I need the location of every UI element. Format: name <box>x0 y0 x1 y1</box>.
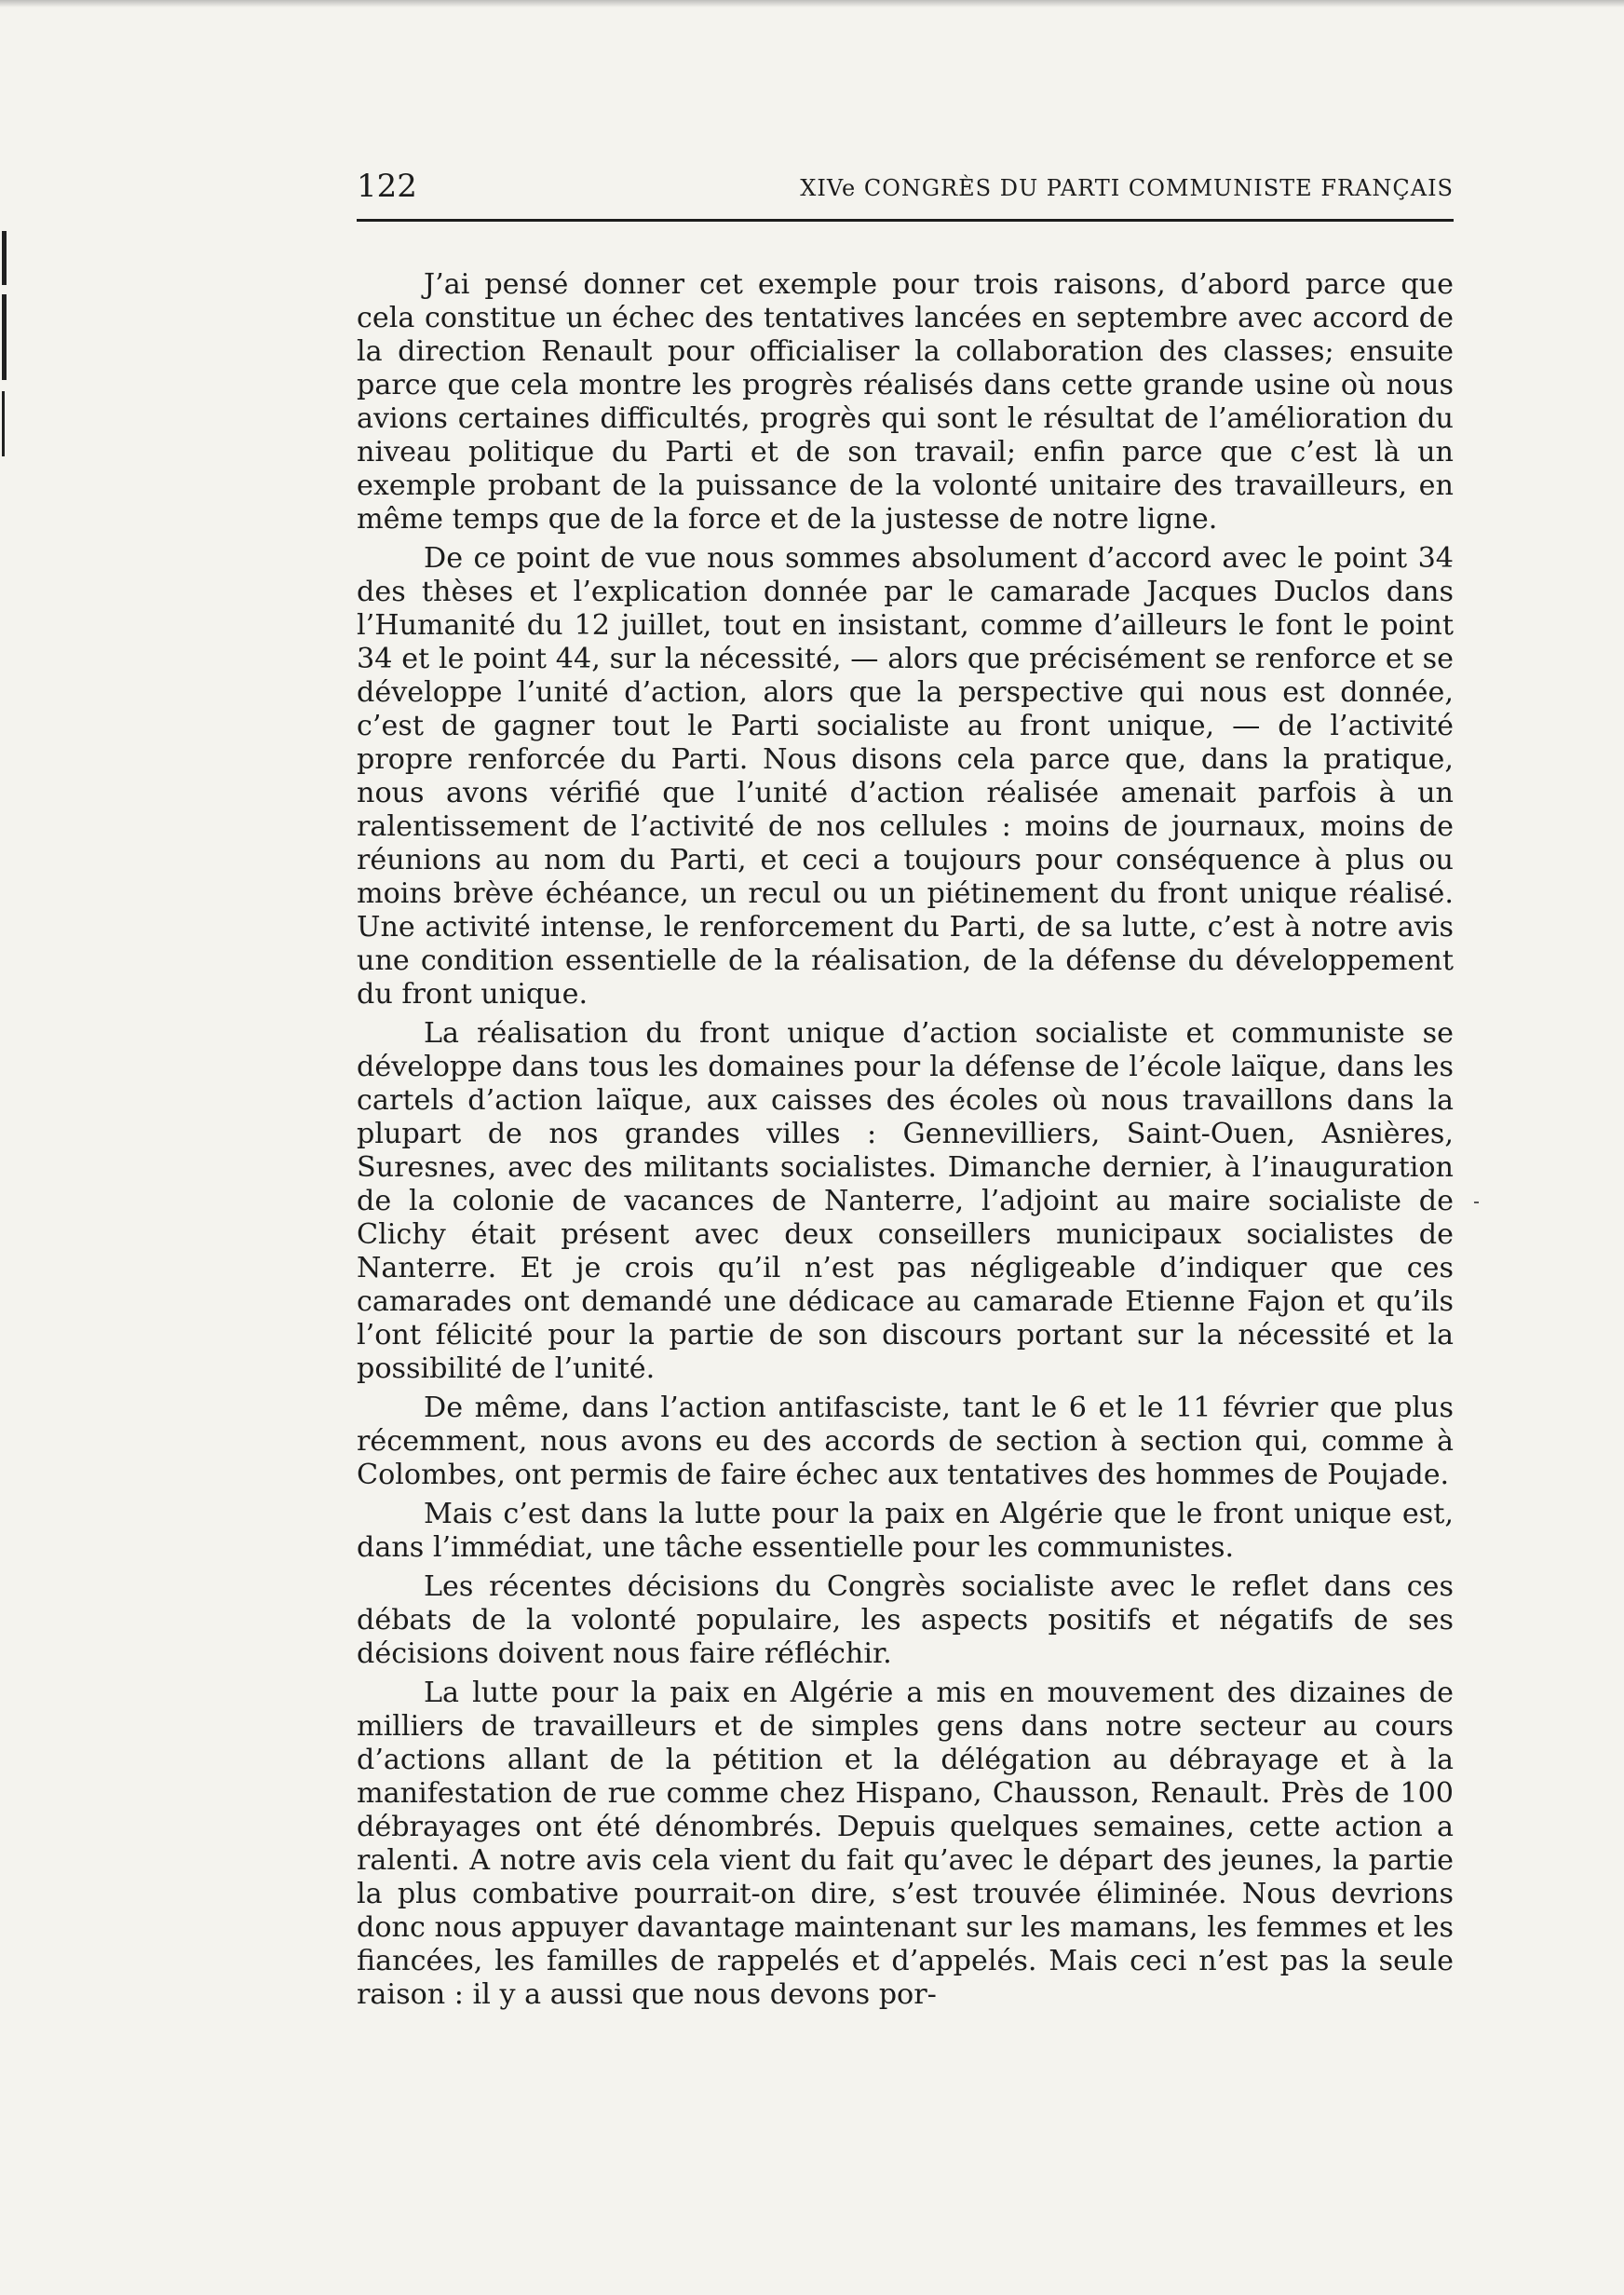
header-rule <box>357 219 1454 222</box>
paragraph: De même, dans l’action antifasciste, tant le 6 et le 11 février que plus récemment, nous avons eu des accords de section à section qui, comme à Colombes, ont permis de faire échec aux tentatives des hommes de Poujade. <box>357 1392 1454 1491</box>
paragraph: Les récentes décisions du Congrès socialiste avec le reflet dans ces débats de la volonté populaire, les aspects positifs et négatifs de ses décisions doivent nous faire réfléchir. <box>357 1570 1454 1670</box>
scan-edge <box>0 0 1624 7</box>
paragraph: La réalisation du front unique d’action socialiste et communiste se développe dans tous les domaines pour la défense de l’école laïque, dans les cartels d’action laïque, aux caisses des écoles où nous travaillons dans la plupart de nos grandes villes : Gennevilliers, Saint-Ouen, Asnières, Suresnes, avec des militants socialistes. Dimanche dernier, à l’inauguration de la colonie de vacances de Nanterre, l’adjoint au maire socialiste de Clichy était présent avec deux conseillers municipaux socialistes de Nanterre. Et je crois qu’il n’est pas négligeable d’indiquer que ces camarades ont demandé une dédicace au camarade Etienne Fajon et qu’ils l’ont félicité pour la partie de son discours portant sur la nécessité et la possibilité de l’unité. <box>357 1017 1454 1385</box>
stray-mark <box>1474 1202 1479 1203</box>
paragraph: J’ai pensé donner cet exemple pour trois raisons, d’abord parce que cela constitue un échec des tentatives lancées en septembre avec accord de la direction Renault pour officialiser la collaboration des classes; ensuite parce que cela montre les progrès réalisés dans cette grande usine où nous avions certaines difficultés, progrès qui sont le résultat de l’amélioration du niveau politique du Parti et de son travail; enfin parce que c’est là un exemple probant de la puissance de la volonté unitaire des travailleurs, en même temps que de la force et de la justesse de notre ligne. <box>357 268 1454 536</box>
binding-mark <box>2 294 7 380</box>
body-text <box>357 268 1454 2012</box>
paragraph: La lutte pour la paix en Algérie a mis en mouvement des dizaines de milliers de travailleurs et de simples gens dans notre secteur au cours d’actions allant de la pétition et la délégation au débrayage et à la manifestation de rue comme chez Hispano, Chausson, Renault. Près de 100 débrayages ont été dénombrés. Depuis quelques semaines, cette action a ralenti. A notre avis cela vient du fait qu’avec le départ des jeunes, la partie la plus combative pourrait-on dire, s’est trouvée éliminée. Nous devrions donc nous appuyer davantage maintenant sur les mamans, les femmes et les fiancées, les familles de rappelés et d’appelés. Mais ceci n’est pas la seule raison : il y a aussi que nous devons por- <box>357 1677 1454 2011</box>
paragraph: Mais c’est dans la lutte pour la paix en Algérie que le front unique est, dans l’immédiat, une tâche essentielle pour les communistes. <box>357 1498 1454 1564</box>
running-title: XIVe CONGRÈS DU PARTI COMMUNISTE FRANÇAIS <box>800 175 1454 201</box>
page-number: 122 <box>357 168 417 205</box>
page-header <box>357 166 1454 222</box>
binding-mark <box>2 231 7 285</box>
paragraph: De ce point de vue nous sommes absolument d’accord avec le point 34 des thèses et l’explication donnée par le camarade Jacques Duclos dans l’Humanité du 12 juillet, tout en insistant, comme d’ailleurs le font le point 34 et le point 44, sur la nécessité, — alors que précisément se renforce et se développe l’unité d’action, alors que la perspective qui nous est donnée, c’est de gagner tout le Parti socialiste au front unique, — de l’activité propre renforcée du Parti. Nous disons cela parce que, dans la pratique, nous avons vérifié que l’unité d’action réalisée amenait parfois à un ralentissement de l’activité de nos cellules : moins de journaux, moins de réunions au nom du Parti, et ceci a toujours pour conséquence à plus ou moins brève échéance, un recul ou un piétinement du front unique réalisé. Une activité intense, le renforcement du Parti, de sa lutte, c’est à notre avis une condition essentielle de la réalisation, de la défense du développement du front unique. <box>357 542 1454 1011</box>
binding-mark <box>2 391 5 456</box>
